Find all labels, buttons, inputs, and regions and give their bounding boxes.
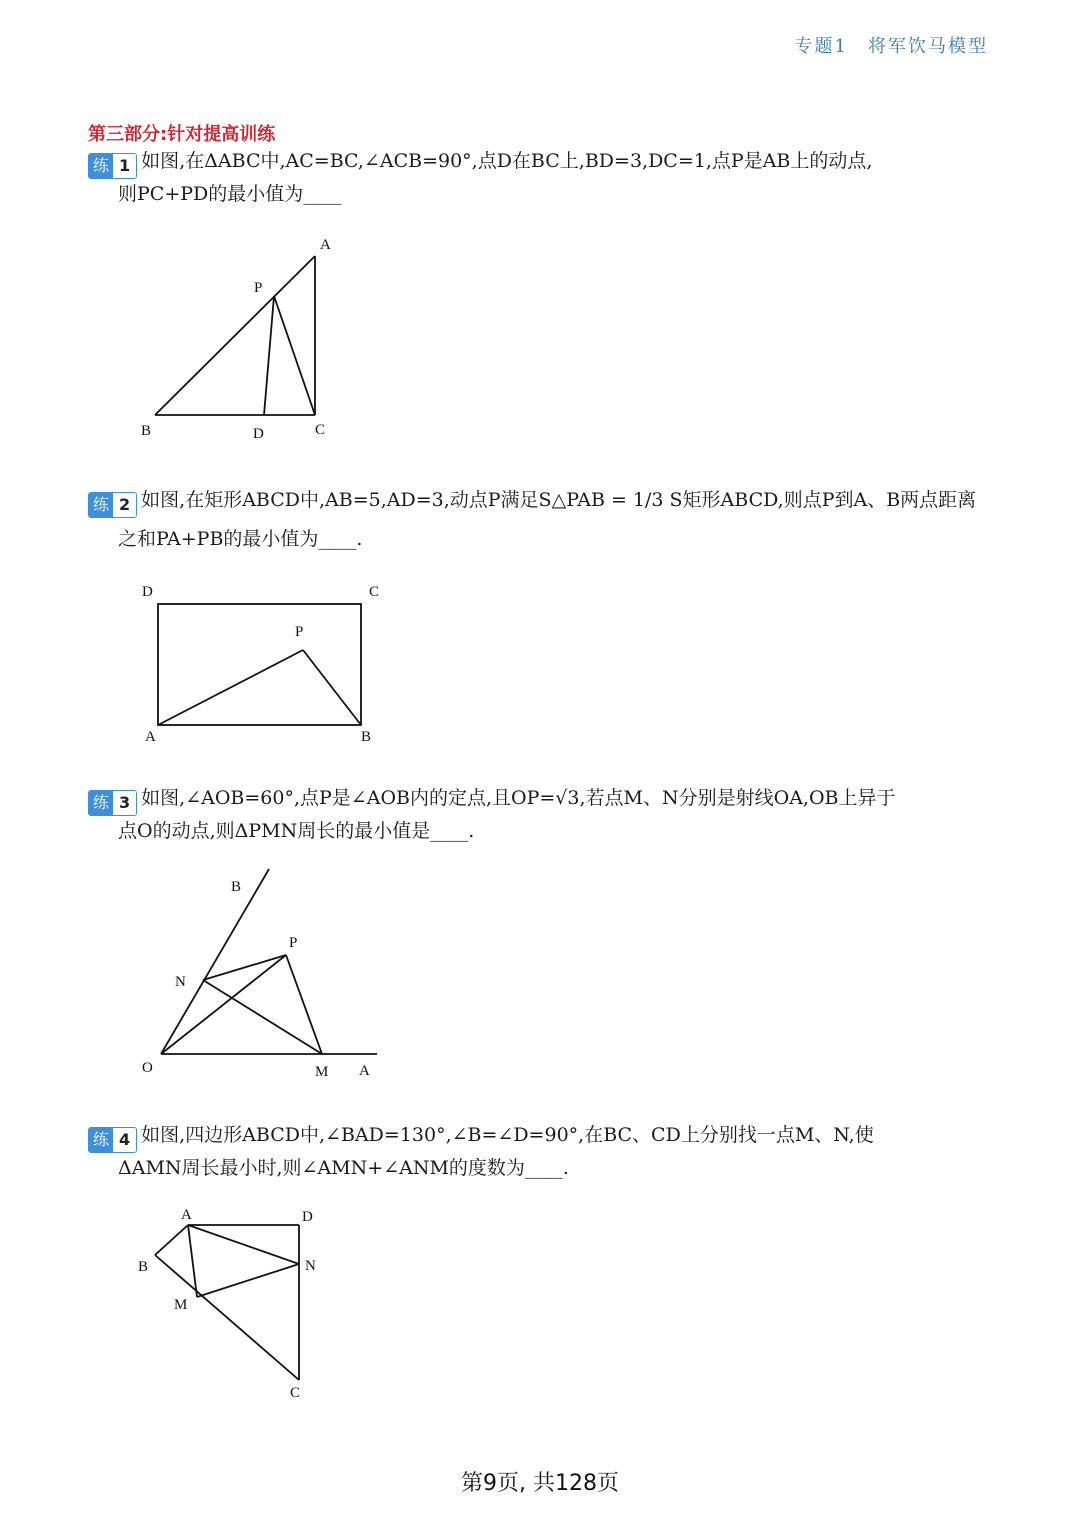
figure-3-angle: [135, 865, 395, 1085]
figure-4-quadrilateral: [130, 1200, 350, 1410]
exercise-badge: [88, 153, 137, 179]
exercise-badge: [88, 492, 137, 518]
question-text-line1: 如图,在矩形ABCD中,AB=5,AD=3,动点P满足S△PAB = 1/3 S矩形ABCD,则点P到A、B两点距离: [141, 489, 977, 511]
label-C: C: [369, 584, 380, 600]
question-text-line1: 如图,在ΔABC中,AC=BC,∠ACB=90°,点D在BC上,BD=3,DC=1,点P是AB上的动点,: [141, 150, 873, 172]
page-header: 专题1 将军饮马模型: [794, 36, 988, 57]
question-4: [88, 1120, 998, 1184]
question-text-line2: 之和PA+PB的最小值为____.: [118, 527, 363, 550]
label-B: B: [138, 1259, 149, 1275]
label-B: B: [231, 879, 242, 895]
label-D: D: [253, 426, 264, 442]
badge-number: 4: [113, 1128, 136, 1152]
label-N: N: [175, 974, 186, 990]
badge-label: 练: [89, 154, 113, 178]
label-P: P: [295, 624, 304, 640]
label-A: A: [145, 729, 156, 745]
section-title: 第三部分:针对提高训练: [88, 124, 276, 145]
label-C: C: [290, 1385, 301, 1401]
exercise-badge: [88, 790, 137, 816]
label-M: M: [315, 1064, 329, 1080]
question-text-line1: 如图,∠AOB=60°,点P是∠AOB内的定点,且OP=√3,若点M、N分别是射线OA,OB上异于: [141, 787, 896, 809]
badge-label: 练: [89, 493, 113, 517]
badge-number: 1: [113, 154, 136, 178]
badge-number: 3: [113, 791, 136, 815]
question-text-line2: 点O的动点,则ΔPMN周长的最小值是____.: [118, 819, 475, 842]
label-N: N: [305, 1258, 316, 1274]
label-A: A: [181, 1207, 192, 1223]
question-text-line2: ΔAMN周长最小时,则∠AMN+∠ANM的度数为____.: [118, 1156, 569, 1179]
label-M: M: [174, 1297, 188, 1313]
page-footer: 第9页, 共128页: [461, 1471, 619, 1496]
label-B: B: [361, 729, 372, 745]
figure-2-rectangle: [135, 578, 395, 748]
figure-1-triangle: [130, 228, 390, 448]
label-A: A: [359, 1063, 370, 1079]
badge-label: 练: [89, 791, 113, 815]
question-text-line1: 如图,四边形ABCD中,∠BAD=130°,∠B=∠D=90°,在BC、CD上分别找一点M、N,使: [141, 1124, 874, 1146]
label-C: C: [315, 422, 326, 438]
label-A: A: [320, 237, 331, 253]
label-D: D: [302, 1209, 313, 1225]
badge-number: 2: [113, 493, 136, 517]
label-P: P: [254, 280, 263, 296]
question-2: [88, 485, 998, 555]
question-1: [88, 146, 998, 210]
exercise-badge: [88, 1127, 137, 1153]
label-B: B: [141, 423, 152, 439]
question-3: [88, 783, 998, 847]
question-text-line2: 则PC+PD的最小值为____: [118, 182, 342, 205]
badge-label: 练: [89, 1128, 113, 1152]
label-O: O: [142, 1060, 153, 1076]
label-D: D: [142, 584, 153, 600]
label-P: P: [289, 935, 298, 951]
